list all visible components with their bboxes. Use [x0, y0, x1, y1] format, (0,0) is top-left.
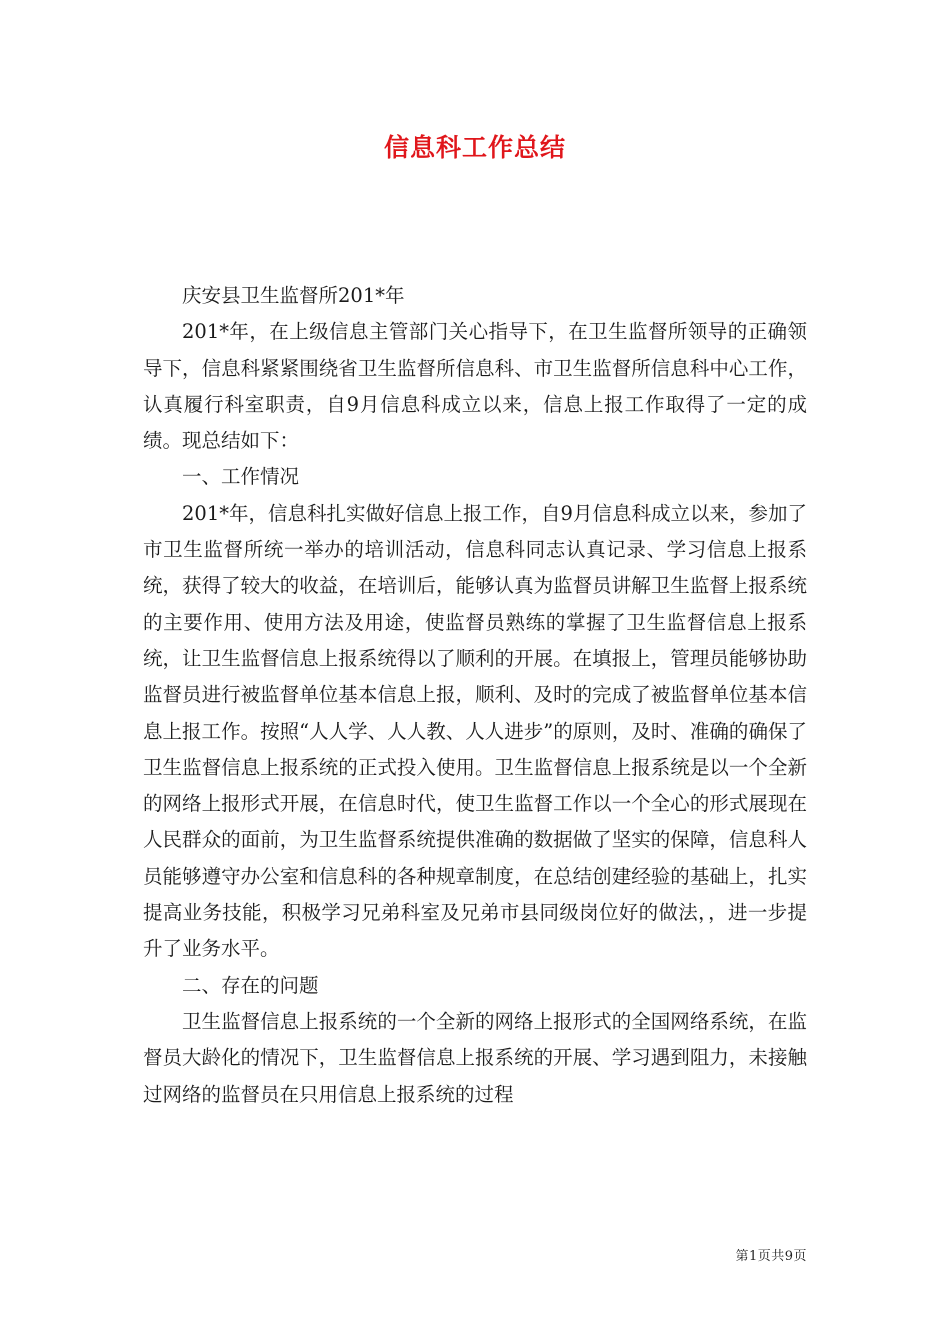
- section-heading-work-status: 一、工作情况: [182, 465, 300, 489]
- page-number: 第1页共9页: [735, 1249, 807, 1264]
- section-heading-problems: 二、存在的问题: [182, 973, 319, 997]
- document-body: [143, 278, 807, 1113]
- document-title: 信息科工作总结: [383, 133, 566, 162]
- paragraph-work-status: 201*年，信息科扎实做好信息上报工作，自9月信息科成立以来，参加了市卫生监督所统一举办的培训活动，信息科同志认真记录、学习信息上报系统，获得了较大的收益，在培训后，能够认真为监督员讲解卫生监督上报系统的主要作用、使用方法及用途，使监督员熟练的掌握了卫生监督信息上报系统，让卫生监督信息上报系统得以了顺利的开展。在填报上，管理员能够协助监督员进行被监督单位基本信息上报，顺利、及时的完成了被监督单位基本信息上报工作。按照“人人学、人人教、人人进步”的原则，及时、准确的确保了卫生监督信息上报系统的正式投入使用。卫生监督信息上报系统是以一个全新的网络上报形式开展，在信息时代，使卫生监督工作以一个全心的形式展现在人民群众的面前，为卫生监督系统提供准确的数据做了坚实的保障，信息科人员能够遵守办公室和信息科的各种规章制度，在总结创建经验的基础上，扎实提高业务技能，积极学习兄弟科室及兄弟市县同级岗位好的做法，，进一步提升了业务水平。: [143, 501, 807, 961]
- paragraph-problems: 卫生监督信息上报系统的一个全新的网络上报形式的全国网络系统，在监督员大龄化的情况下，卫生监督信息上报系统的开展、学习遇到阻力，未接触过网络的监督员在只用信息上报系统的过程: [143, 1009, 807, 1106]
- paragraph-intro: 201*年，在上级信息主管部门关心指导下，在卫生监督所领导的正确领导下，信息科紧紧围绕省卫生监督所信息科、市卫生监督所信息科中心工作，认真履行科室职责，自9月信息科成立以来，信息上报工作取得了一定的成绩。现总结如下：: [143, 320, 807, 453]
- paragraph-author-year: 庆安县卫生监督所201*年: [182, 284, 405, 307]
